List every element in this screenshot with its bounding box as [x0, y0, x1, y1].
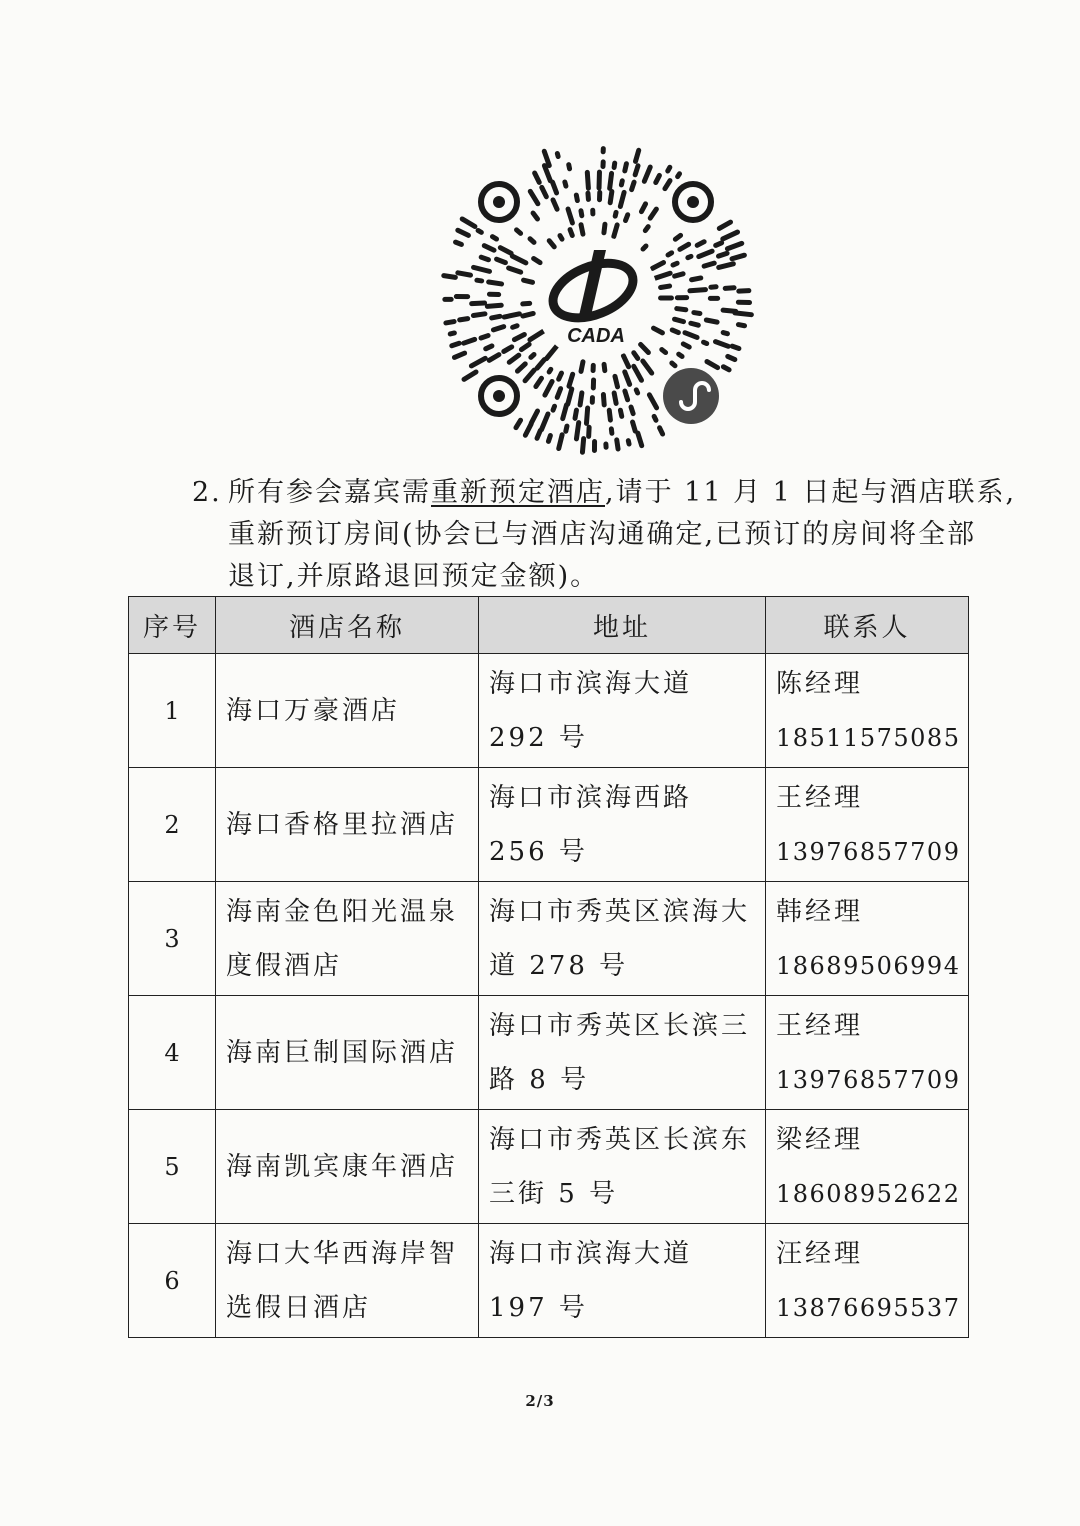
- qr-code-mark: [704, 342, 707, 343]
- qr-code-mark: [575, 410, 576, 418]
- qr-code-mark: [456, 242, 462, 244]
- qr-code-mark: [566, 426, 567, 431]
- qr-code-mark: [732, 255, 744, 259]
- contact-phone: 13976857709: [776, 1065, 961, 1094]
- qr-code-mark: [719, 264, 734, 268]
- qr-code-mark: [614, 393, 616, 403]
- qr-code-mark: [656, 175, 660, 182]
- contact-cell: [766, 1224, 969, 1338]
- qr-code-mark: [460, 319, 468, 320]
- qr-code-mark: [517, 230, 521, 233]
- qr-code-mark: [623, 356, 628, 367]
- mini-program-icon: [663, 368, 719, 424]
- qr-code-mark: [631, 407, 633, 414]
- qr-code-mark: [512, 256, 526, 263]
- qr-code-mark: [481, 257, 488, 260]
- qr-code-mark: [542, 187, 547, 196]
- qr-code-mark: [625, 164, 627, 171]
- notice-paragraph: [192, 472, 1017, 598]
- qr-code-mark: [691, 323, 698, 325]
- qr-code-mark: [568, 389, 572, 404]
- qr-code-mark: [559, 373, 562, 379]
- qr-code-mark: [481, 336, 488, 338]
- qr-code-mark: [489, 355, 499, 361]
- qr-code-mark: [516, 420, 521, 427]
- qr-code-mark: [699, 251, 712, 256]
- qr-code-mark: [728, 356, 735, 359]
- qr-code-mark: [534, 259, 540, 263]
- qr-code-mark: [537, 431, 540, 439]
- qr-code-mark: [504, 347, 512, 352]
- contact-phone: 13976857709: [776, 837, 961, 866]
- qr-code-mark: [504, 314, 519, 317]
- qr-code-mark: [680, 244, 689, 249]
- logo-text: CADA: [567, 325, 625, 347]
- qr-code-mark: [661, 286, 670, 287]
- qr-code-mark: [610, 191, 612, 202]
- qr-code-mark: [697, 242, 704, 246]
- table-row: [129, 882, 969, 996]
- qr-code-mark: [725, 288, 734, 289]
- qr-code-mark: [716, 243, 722, 246]
- qr-code-mark: [732, 346, 739, 348]
- qr-code-mark: [719, 253, 728, 256]
- qr-code-mark: [545, 381, 552, 395]
- qr-code-mark: [557, 154, 558, 157]
- qr-finder-top-right: [675, 184, 711, 220]
- qr-code-mark: [569, 165, 570, 169]
- table-row: [129, 1110, 969, 1224]
- qr-code-mark: [464, 339, 475, 343]
- qr-code-mark: [525, 370, 534, 381]
- hotel-name: 海口大华西海岸智选假日酒店: [216, 1224, 479, 1338]
- contact-cell: [766, 768, 969, 882]
- hotel-address: 海口市秀英区长滨东三街 5 号: [479, 1110, 766, 1224]
- qr-code-mark: [723, 232, 738, 239]
- qr-code-mark: [662, 350, 666, 353]
- qr-code-mark: [660, 428, 663, 434]
- qr-code-mark: [673, 263, 677, 265]
- qr-code-mark: [688, 256, 691, 257]
- qr-code-mark: [586, 408, 587, 423]
- qr-code-mark: [509, 268, 521, 272]
- qr-code-mark: [620, 192, 624, 206]
- qr-code-mark: [625, 372, 630, 385]
- qr-code-mark: [581, 211, 582, 216]
- qr-code-mark: [549, 241, 554, 247]
- contact-name: 汪经理: [776, 1238, 864, 1269]
- qr-code-mark: [581, 225, 583, 234]
- qr-code-mark: [487, 305, 501, 306]
- qr-code-mark: [694, 313, 700, 314]
- row-index: 2: [129, 768, 216, 882]
- qr-code-mark: [450, 333, 454, 334]
- qr-code-mark: [675, 319, 684, 321]
- qr-code-mark: [576, 423, 578, 439]
- notice-line-2: 重新预订房间(协会已与酒店沟通确定,已预订的房间将全部: [228, 519, 977, 550]
- qr-code-mark: [617, 440, 618, 449]
- hotel-address: 海口市秀英区长滨三路 8 号: [479, 996, 766, 1110]
- qr-code-mark: [636, 150, 639, 161]
- qr-code-mark: [474, 267, 490, 271]
- qr-code-mark: [570, 230, 572, 236]
- qr-code-mark: [514, 335, 524, 340]
- hotel-address: 海口市秀英区滨海大道 278 号: [479, 882, 766, 996]
- contact-cell: [766, 1110, 969, 1224]
- contact-phone: 13876695537: [776, 1293, 961, 1322]
- table-row: [129, 1224, 969, 1338]
- qr-code-mark: [604, 224, 605, 233]
- header-index: 序号: [129, 597, 216, 654]
- qr-code-mark: [533, 213, 537, 219]
- qr-code-mark: [678, 174, 680, 177]
- row-index: 4: [129, 996, 216, 1110]
- header-hotel-name: 酒店名称: [216, 597, 479, 654]
- qr-finder-bottom-left: [481, 378, 517, 414]
- qr-code-mark: [581, 362, 583, 372]
- qr-code-mark: [576, 195, 577, 200]
- qr-code-mark: [559, 435, 562, 449]
- qr-code-mark: [611, 429, 612, 433]
- qr-code-mark: [553, 406, 555, 410]
- qr-code-mark: [723, 367, 729, 370]
- qr-code-mark: [523, 303, 530, 304]
- notice-underlined-text: 重新预定酒店: [431, 477, 605, 508]
- qr-code-mark: [513, 326, 517, 328]
- row-index: 3: [129, 882, 216, 996]
- qr-code-mark: [690, 290, 706, 291]
- qr-code-mark: [727, 243, 741, 248]
- qr-code-mark: [641, 204, 645, 212]
- qr-code-mark: [486, 346, 492, 349]
- qr-code-mark: [650, 209, 656, 218]
- qr-code-mark: [652, 263, 663, 269]
- qr-code-mark: [644, 167, 650, 181]
- notice-line-3: 退订,并原路退回预定金额)。: [228, 561, 600, 592]
- qr-code-mark: [458, 273, 471, 275]
- contact-name: 韩经理: [776, 896, 864, 927]
- hotel-address: 海口市滨海大道 197 号: [479, 1224, 766, 1338]
- qr-code-mark: [668, 167, 670, 171]
- notice-text-1b: ,请于 11 月 1 日起与酒店联系,: [605, 477, 1017, 508]
- qr-code-mark: [603, 395, 604, 405]
- qr-code-mark: [634, 353, 638, 359]
- row-index: 5: [129, 1110, 216, 1224]
- header-contact: 联系人: [766, 597, 969, 654]
- qr-code-mark: [654, 328, 663, 333]
- qr-code-mark: [643, 246, 646, 249]
- qr-code-mark: [473, 314, 485, 316]
- qr-code-mark: [557, 389, 560, 398]
- qr-code-mark: [634, 366, 642, 380]
- qr-code-mark: [632, 182, 634, 189]
- qr-code-mark: [531, 411, 537, 423]
- qr-code-mark: [628, 441, 629, 444]
- qr-code-mark: [552, 182, 556, 193]
- qr-code-mark: [530, 331, 544, 340]
- contact-name: 王经理: [776, 1010, 864, 1041]
- notice-number: 2.: [192, 477, 222, 508]
- header-address: 地址: [479, 597, 766, 654]
- qr-code-mark: [537, 360, 544, 369]
- qr-code-mark: [635, 166, 638, 175]
- qr-code-mark: [654, 416, 656, 420]
- qr-code-mark: [546, 346, 556, 359]
- qr-code-mark: [523, 313, 533, 316]
- notice-text-1a: 所有参会嘉宾需: [228, 477, 431, 508]
- qr-code-mark: [719, 222, 730, 228]
- qr-code-mark: [620, 410, 621, 416]
- qr-code-mark: [541, 414, 547, 430]
- qr-code-mark: [568, 209, 572, 223]
- contact-phone: 18511575085: [776, 723, 961, 752]
- qr-code-mark: [633, 422, 636, 431]
- qr-code-mark: [672, 363, 675, 366]
- qr-code-mark: [500, 248, 511, 254]
- qr-code-mark: [492, 316, 500, 318]
- qr-code-mark: [497, 259, 506, 262]
- page-number: 2/3: [525, 1392, 555, 1410]
- qr-code-mark: [668, 253, 672, 255]
- qr-code-mark: [692, 278, 701, 280]
- qr-code-mark: [582, 439, 583, 453]
- qr-code-mark: [569, 374, 573, 386]
- qr-code-mark: [614, 163, 615, 167]
- qr-code-mark: [677, 309, 686, 310]
- qr-code-mark: [464, 372, 476, 379]
- qr-code-mark: [638, 433, 642, 446]
- qr-code-mark: [683, 344, 689, 347]
- qr-code-mark: [560, 236, 562, 240]
- qr-finder-top-left: [481, 184, 517, 220]
- qr-code-mark: [524, 280, 533, 282]
- qr-code-mark: [604, 364, 605, 370]
- qr-code-mark: [626, 215, 628, 221]
- qr-code-mark: [685, 333, 697, 338]
- qr-code-mark: [478, 230, 481, 232]
- qr-code-mark: [536, 378, 542, 386]
- notice-line-1: [192, 472, 1017, 514]
- qr-code-mark: [530, 239, 534, 243]
- hotel-name: 海口香格里拉酒店: [216, 768, 479, 882]
- row-index: 6: [129, 1224, 216, 1338]
- qr-code-mark: [444, 276, 456, 278]
- qr-code-mark: [715, 342, 728, 347]
- qr-code-mark: [462, 219, 475, 227]
- contact-phone: 18689506994: [776, 951, 961, 980]
- qr-code-mark: [509, 355, 519, 362]
- qr-code-mark: [521, 344, 529, 349]
- qr-code-mark: [454, 353, 464, 357]
- table-header-row: [129, 597, 969, 654]
- qr-code-mark: [615, 376, 618, 386]
- table-row: [129, 996, 969, 1110]
- qr-code-mark: [675, 235, 680, 239]
- hotel-name: 海口万豪酒店: [216, 654, 479, 768]
- qr-code-mark: [706, 320, 717, 322]
- hotel-table: [128, 596, 969, 1338]
- qr-code-mark: [446, 322, 454, 323]
- qr-code-mark: [643, 361, 652, 373]
- qr-code-mark: [563, 405, 567, 419]
- qr-code-mark: [489, 282, 502, 284]
- contact-cell: [766, 996, 969, 1110]
- qr-code-mark: [493, 327, 503, 330]
- qr-code-mark: [452, 343, 459, 345]
- qr-code-mark: [472, 303, 485, 304]
- qr-code-mark: [535, 173, 540, 182]
- qr-code-mark: [707, 362, 718, 368]
- contact-cell: [766, 882, 969, 996]
- qr-code-mark: [565, 182, 566, 186]
- qr-code-mark: [655, 273, 671, 278]
- qr-code-mark: [723, 333, 727, 334]
- qr-code-mark: [672, 330, 678, 333]
- qr-code-mark: [517, 364, 525, 371]
- qr-code-mark: [549, 369, 551, 372]
- qr-code-mark: [484, 246, 494, 251]
- hotel-address: 海口市滨海大道 292 号: [479, 654, 766, 768]
- contact-phone: 18608952622: [776, 1179, 961, 1208]
- hotel-name: 海南金色阳光温泉度假酒店: [216, 882, 479, 996]
- qr-code-mark: [614, 225, 617, 237]
- contact-cell: [766, 654, 969, 768]
- qr-code-mark: [738, 325, 744, 326]
- qr-code-mark: [525, 424, 531, 435]
- contact-name: 梁经理: [776, 1124, 864, 1155]
- qr-code-mark: [645, 227, 648, 231]
- qr-code-mark: [553, 200, 557, 209]
- qr-code-mark: [735, 313, 751, 315]
- qr-code-mark: [471, 358, 485, 366]
- table-row: [129, 768, 969, 882]
- qr-code-mark: [625, 391, 628, 400]
- qr-code-mark: [675, 274, 683, 276]
- table-row: [129, 654, 969, 768]
- mini-program-qr-code: [437, 140, 755, 458]
- contact-name: 陈经理: [776, 668, 864, 699]
- qr-code-mark: [615, 212, 616, 216]
- contact-name: 王经理: [776, 782, 864, 813]
- hotel-name: 海南凯宾康年酒店: [216, 1110, 479, 1224]
- qr-code-mark: [587, 172, 588, 188]
- qr-code-mark: [477, 280, 482, 281]
- qr-code-mark: [492, 237, 496, 239]
- qr-code-mark: [531, 354, 534, 357]
- qr-code-mark: [609, 410, 610, 420]
- hotel-name: 海南巨制国际酒店: [216, 996, 479, 1110]
- qr-code-mark: [636, 390, 637, 393]
- hotel-address: 海口市滨海西路 256 号: [479, 768, 766, 882]
- row-index: 1: [129, 654, 216, 768]
- qr-code-mark: [621, 181, 622, 185]
- qr-code-mark: [704, 263, 714, 266]
- qr-code-mark: [641, 344, 649, 352]
- qr-code-mark: [530, 191, 538, 203]
- qr-code-mark: [665, 181, 670, 189]
- qr-code-mark: [610, 173, 612, 188]
- qr-code-mark: [458, 230, 469, 235]
- cada-logo: [534, 236, 658, 360]
- qr-code-mark: [580, 393, 582, 405]
- qr-code-mark: [679, 354, 682, 356]
- qr-code-mark: [548, 436, 550, 442]
- qr-code-mark: [649, 395, 656, 408]
